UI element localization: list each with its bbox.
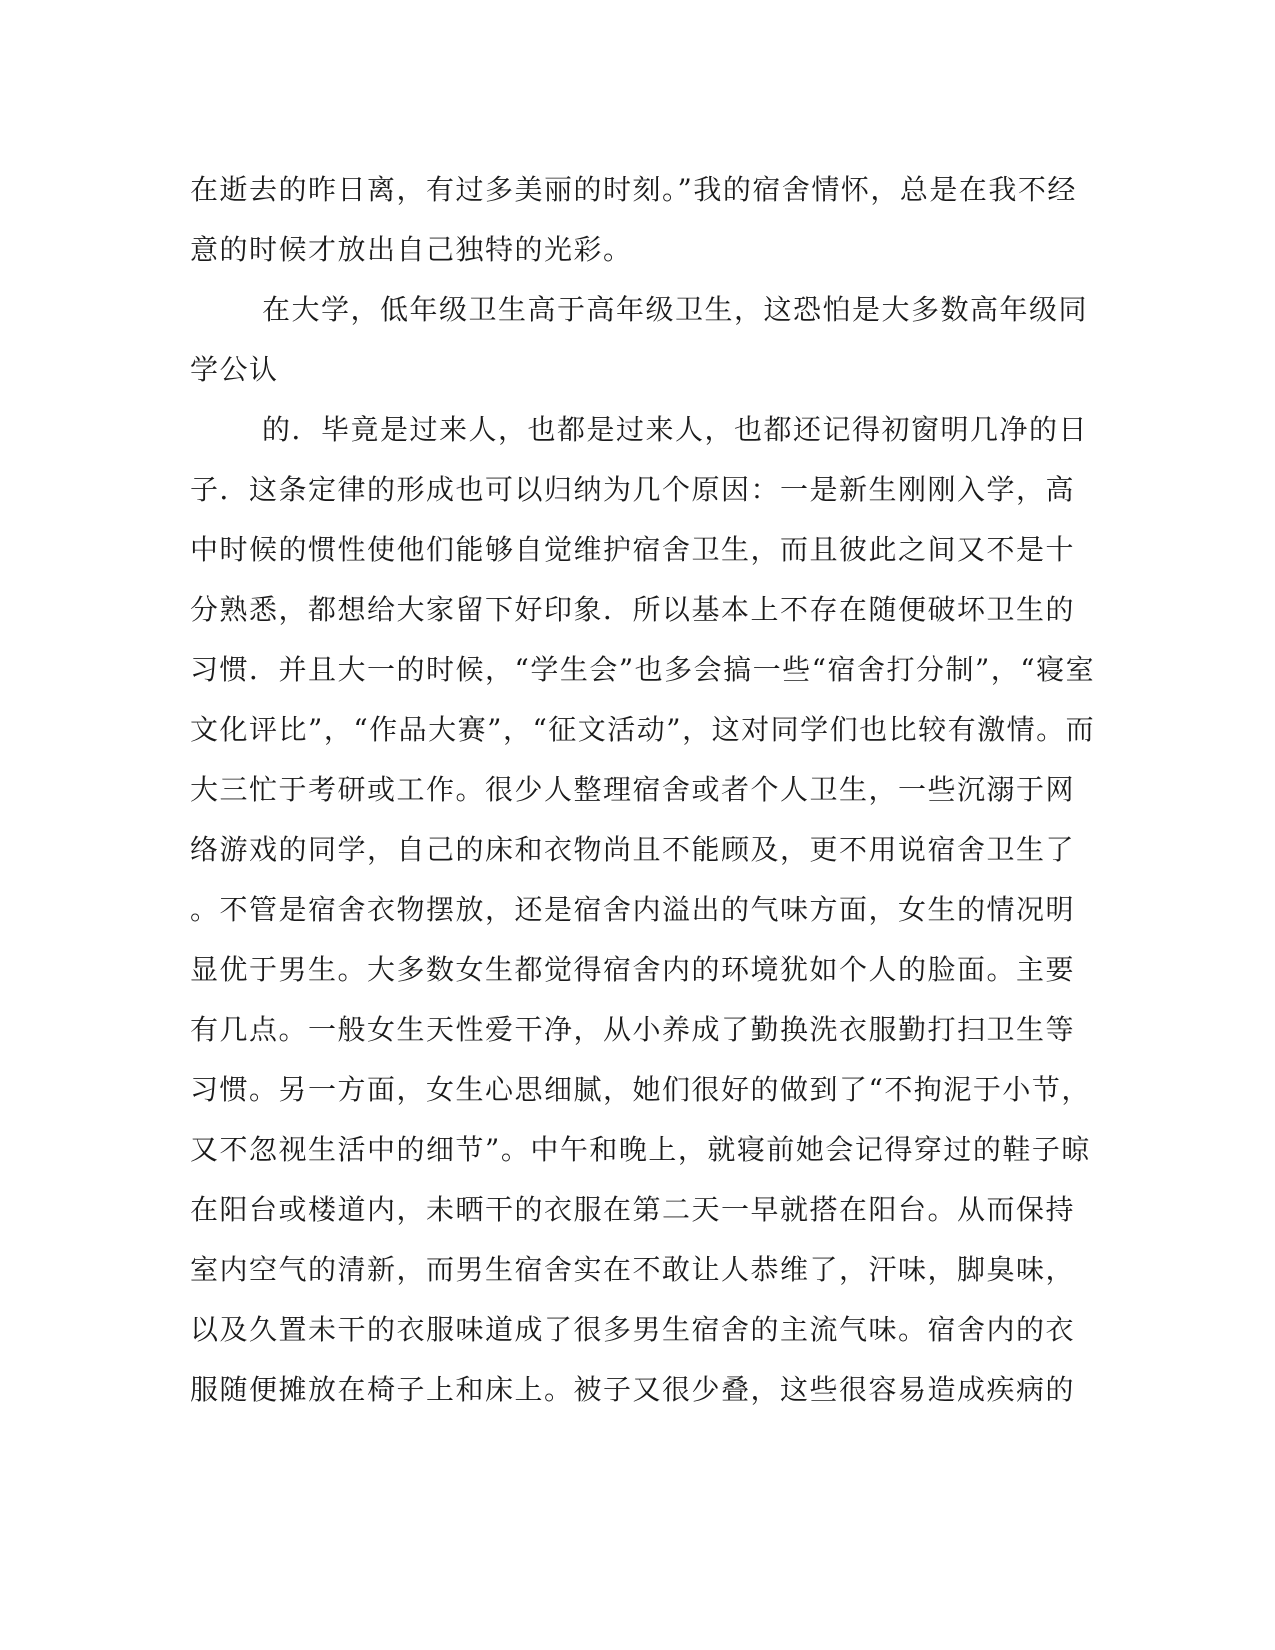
text-line: 子．这条定律的形成也可以归纳为几个原因：一是新生刚刚入学，高 bbox=[190, 473, 1076, 506]
text-line: 分熟悉，都想给大家留下好印象．所以基本上不存在随便破坏卫生的 bbox=[190, 593, 1076, 626]
text-line: 意的时候才放出自己独特的光彩。 bbox=[190, 233, 633, 266]
text-line: 在阳台或楼道内，未晒干的衣服在第二天一早就搭在阳台。从而保持 bbox=[190, 1193, 1076, 1226]
text-line: 。不管是宿舍衣物摆放，还是宿舍内溢出的气味方面，女生的情况明 bbox=[190, 893, 1076, 926]
text-line: 有几点。一般女生天性爱干净，从小养成了勤换洗衣服勤打扫卫生等 bbox=[190, 1013, 1076, 1046]
text-line: 习惯．并且大一的时候，“学生会”也多会搞一些“宿舍打分制”，“寝室 bbox=[190, 653, 1096, 686]
text-line: 室内空气的清新，而男生宿舍实在不敢让人恭维了，汗味，脚臭味， bbox=[190, 1253, 1076, 1286]
text-line: 中时候的惯性使他们能够自觉维护宿舍卫生，而且彼此之间又不是十 bbox=[190, 533, 1076, 566]
text-line: 大三忙于考研或工作。很少人整理宿舍或者个人卫生，一些沉溺于网 bbox=[190, 773, 1076, 806]
text-line: 在逝去的昨日离，有过多美丽的时刻。”我的宿舍情怀，总是在我不经 bbox=[190, 173, 1077, 206]
text-line: 络游戏的同学，自己的床和衣物尚且不能顾及，更不用说宿舍卫生了 bbox=[190, 833, 1076, 866]
text-line: 学公认 bbox=[190, 353, 279, 386]
text-line: 在大学，低年级卫生高于高年级卫生，这恐怕是大多数高年级同 bbox=[262, 293, 1089, 326]
text-line: 显优于男生。大多数女生都觉得宿舍内的环境犹如个人的脸面。主要 bbox=[190, 953, 1076, 986]
text-line: 又不忽视生活中的细节”。中午和晚上，就寝前她会记得穿过的鞋子晾 bbox=[190, 1133, 1091, 1166]
text-line: 以及久置未干的衣服味道成了很多男生宿舍的主流气味。宿舍内的衣 bbox=[190, 1313, 1076, 1346]
text-line: 文化评比”，“作品大赛”，“征文活动”，这对同学们也比较有激情。而 bbox=[190, 713, 1096, 746]
text-line: 习惯。另一方面，女生心思细腻，她们很好的做到了“不拘泥于小节， bbox=[190, 1073, 1091, 1106]
body-text bbox=[190, 160, 1096, 1420]
text-line: 服随便摊放在椅子上和床上。被子又很少叠，这些很容易造成疾病的 bbox=[190, 1373, 1076, 1406]
text-line: 的．毕竟是过来人，也都是过来人，也都还记得初窗明几净的日 bbox=[262, 413, 1089, 446]
